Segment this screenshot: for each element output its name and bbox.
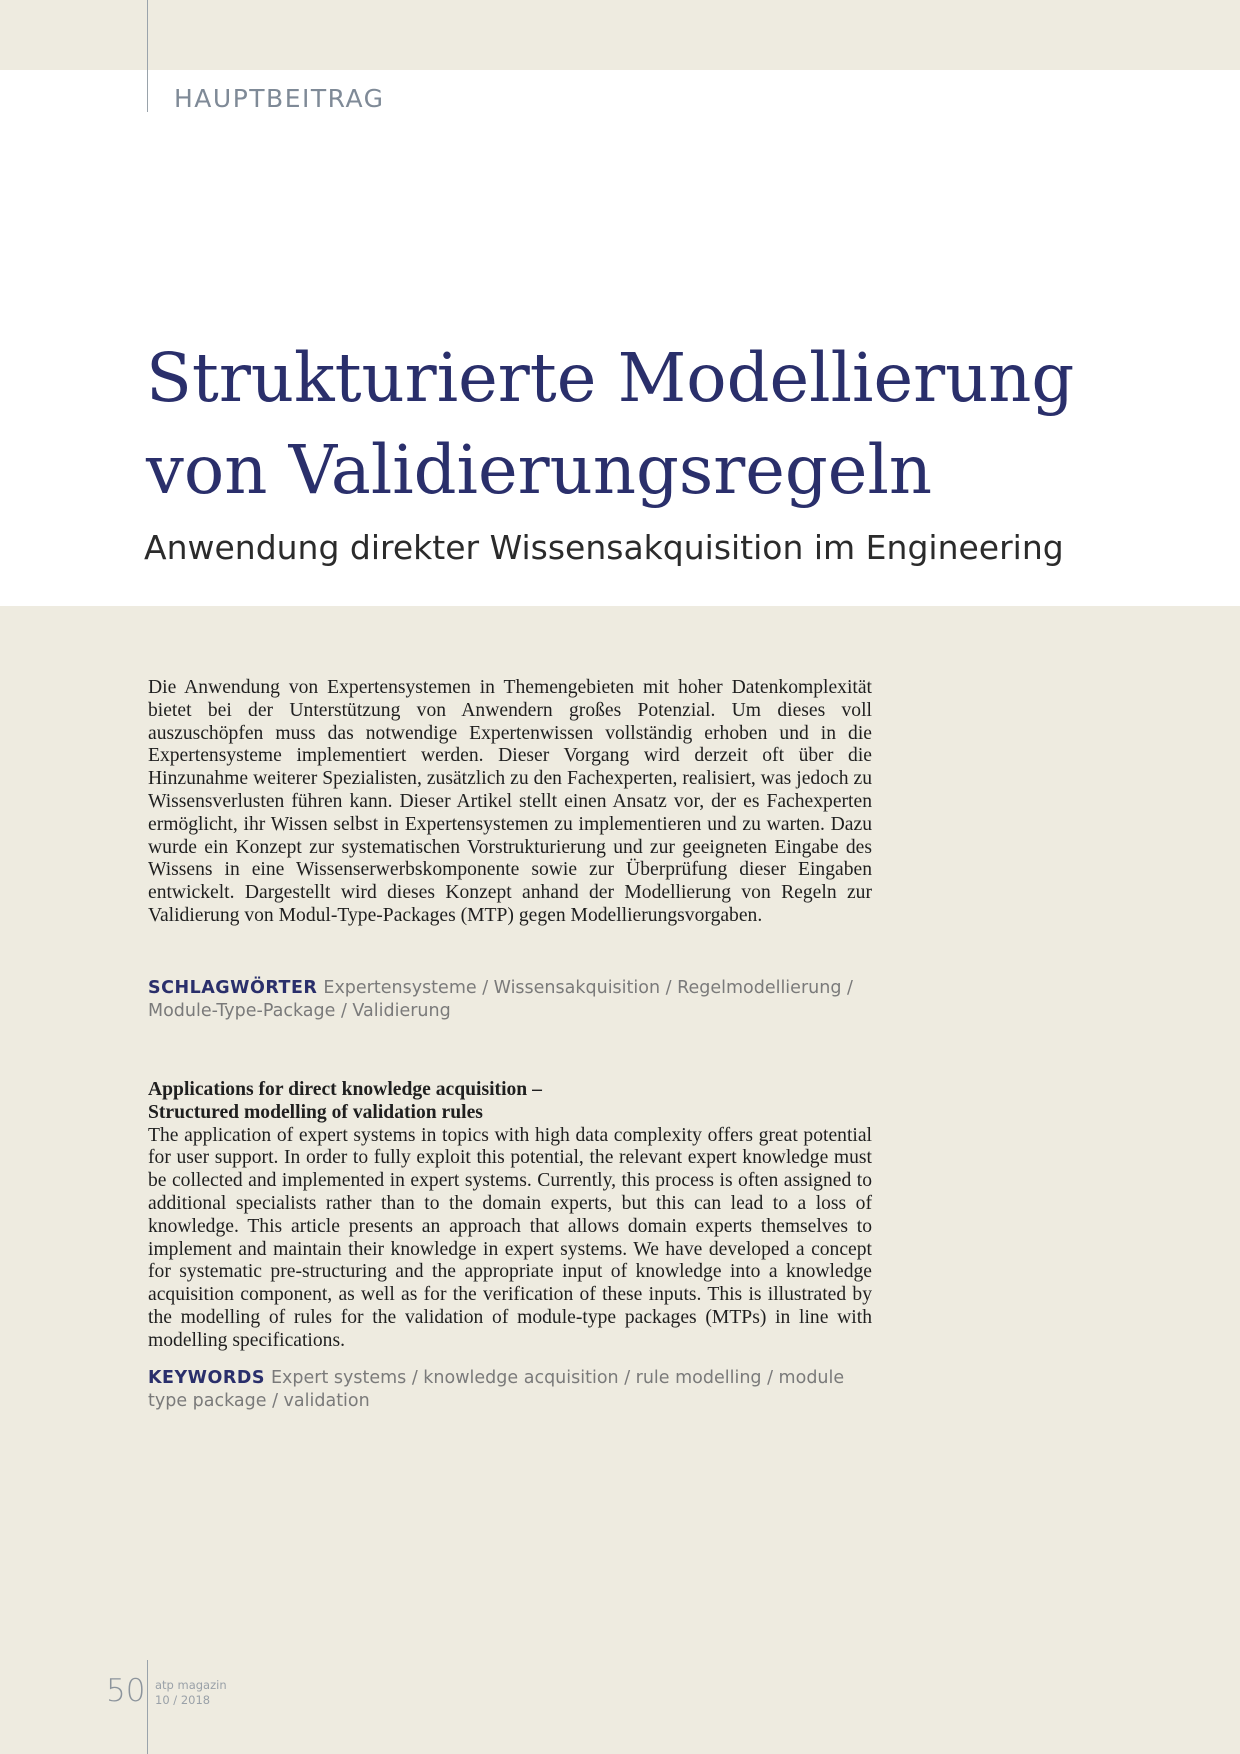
abstract-heading-line-1: Applications for direct knowledge acquisition – — [148, 1079, 542, 1100]
abstract-english-text: The application of expert systems in topics with high data complexity offers great potential for user support. In order to fully exploit this potential, the relevant expert knowledge must be collected and implemented in expert systems. Currently, this process is often assigned to additional specialists rather than to the domain experts, but this can lead to a loss of knowledge. This article presents an approach that allows domain experts themselves to implement and maintain their knowledge in expert systems. We have developed a concept for systematic pre-structuring and the appropriate input of knowledge into a knowledge acquisition component, as well as for the verification of these inputs. This is illustrated by the modelling of rules for the validation of module-type packages (MTPs) in line with modelling specifications. — [148, 1124, 872, 1351]
abstract-english — [148, 1079, 872, 1353]
keywords-label-english: KEYWORDS — [148, 1368, 265, 1388]
article-title — [146, 332, 1206, 516]
top-band — [0, 0, 1240, 70]
keywords-english — [148, 1367, 872, 1413]
abstract-heading-line-2: Structured modelling of validation rules — [148, 1101, 483, 1123]
title-line-1: Strukturierte Modellierung — [146, 339, 1075, 417]
article-subtitle: Anwendung direkter Wissensakquisition im Engineering — [144, 528, 1064, 567]
keywords-label-german: SCHLAGWÖRTER — [148, 978, 318, 998]
magazine-issue: 10 / 2018 — [155, 1693, 211, 1707]
margin-rule-top — [147, 0, 148, 112]
abstract-german: Die Anwendung von Expertensystemen in Themengebieten mit hoher Datenkomplexität bietet bei der Unterstützung von Anwendern großes Potenzial. Um dieses voll auszuschöpfen muss das notwendige Expertenwissen vollständig erhoben und in die Expertensysteme implementiert werden. Dieser Vorgang wird derzeit oft über die Hinzunahme weiterer Spezialisten, zusätzlich zu den Fachexperten, realisiert, was jedoch zu Wissensverlusten führen kann. Dieser Artikel stellt einen Ansatz vor, der es Fachexperten ermöglicht, ihr Wissen selbst in Expertensystemen zu implementieren und zu warten. Dazu wurde ein Konzept zur systematischen Vorstrukturierung und zur geeigneten Eingabe des Wissens in eine Wissenserwerbskomponente sowie zur Überprüfung dieser Eingaben entwickelt. Dargestellt wird dieses Konzept anhand der Modellierung von Regeln zur Validierung von Modul-Type-Packages (MTP) gegen Modellierungsvorgaben. — [148, 677, 872, 926]
margin-rule-bottom — [147, 1660, 148, 1754]
page-number: 50 — [106, 1673, 146, 1709]
section-label: HAUPTBEITRAG — [174, 84, 385, 113]
keywords-german — [148, 977, 872, 1023]
keywords-list-german: Expertensysteme / Wissensakquisition / Regelmodellierung / Module-Type-Package / Validierung — [148, 978, 853, 1021]
magazine-name: atp magazin — [155, 1678, 227, 1692]
keywords-list-english: Expert systems / knowledge acquisition / rule modelling / module type package / validation — [148, 1368, 845, 1411]
title-line-2: von Validierungsregeln — [146, 431, 933, 509]
